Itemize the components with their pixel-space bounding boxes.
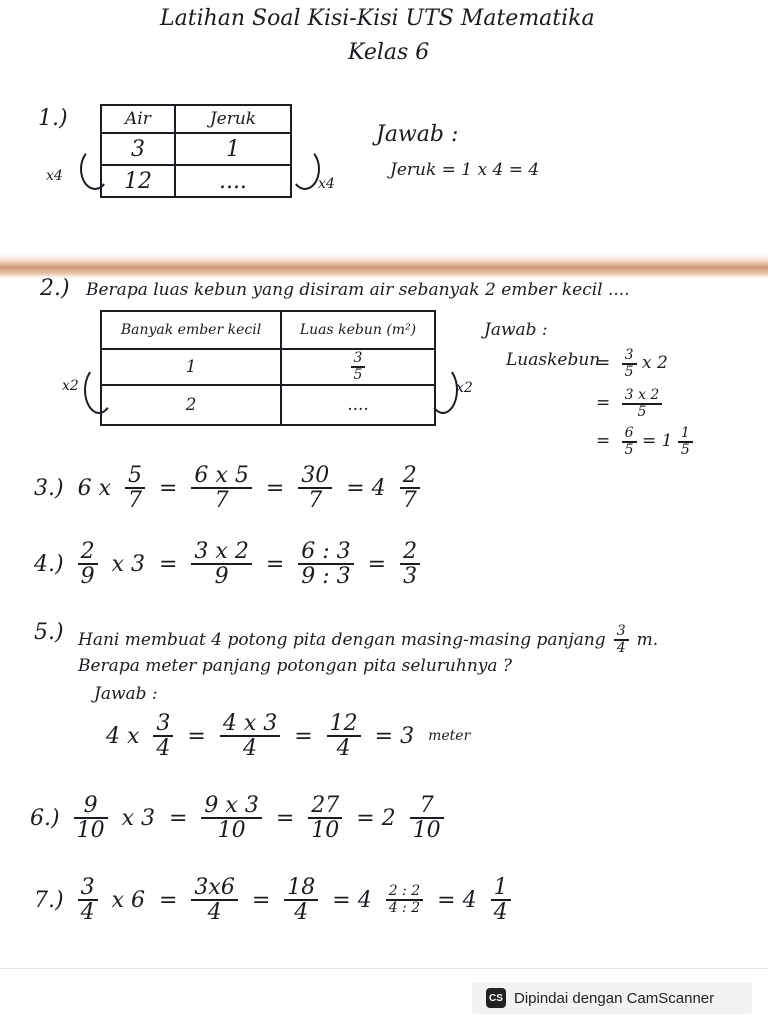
fraction-denominator: 7 (127, 488, 142, 514)
fraction-numerator: 5 (125, 464, 145, 489)
q2-cell: 2 (101, 385, 281, 425)
equals-sign: = (596, 393, 611, 414)
fraction-numerator: 3 (622, 348, 637, 365)
fraction-denominator: 5 (624, 363, 634, 380)
q1-left-arc (80, 148, 110, 190)
q7-whole: = 4 (332, 887, 372, 913)
q7-whole-2: = 4 (437, 887, 477, 913)
fraction-numerator: 6 x 5 (191, 464, 251, 489)
fraction-denominator: 4 (207, 900, 222, 926)
fraction-denominator: 7 (214, 488, 229, 514)
q2-line3 (596, 426, 693, 457)
fraction-numerator: 6 (622, 426, 637, 443)
fraction-denominator: 4 (294, 900, 309, 926)
q3-term: 6 x (77, 475, 111, 501)
q2-line2 (596, 388, 662, 419)
q1-right-arc (290, 148, 320, 190)
fraction-numerator: 3 x 2 (622, 388, 663, 405)
fraction-numerator: 18 (284, 876, 318, 901)
fraction-denominator: 10 (76, 818, 105, 844)
q2-left-mult: x2 (62, 378, 79, 394)
q1-answer-label: Jawab : (376, 122, 459, 147)
fraction-denominator: 4 : 2 (388, 900, 421, 917)
fraction-denominator: 7 (402, 488, 417, 514)
q5-question-line1 (78, 624, 658, 655)
q2-header-ember: Banyak ember kecil (101, 311, 281, 349)
camscanner-text: Dipindai dengan CamScanner (514, 989, 715, 1007)
fraction-numerator: 12 (327, 712, 361, 737)
q5-answer-label: Jawab : (94, 684, 158, 704)
q2-table (100, 310, 436, 426)
q2-right-mult: x2 (456, 380, 473, 396)
fraction-numerator: 3 (351, 351, 366, 368)
q1-cell: 3 (101, 133, 175, 165)
camscanner-badge (472, 982, 752, 1014)
fraction-numerator: 1 (678, 426, 693, 443)
q2-luas-label: Luaskebun (506, 350, 601, 370)
q6-term: x 3 (121, 805, 155, 831)
fraction-denominator: 4 (493, 900, 508, 926)
fraction-numerator: 3 (153, 712, 173, 737)
fraction-denominator: 5 (680, 441, 690, 458)
q2-left-arc (84, 366, 114, 414)
fraction-numerator: 27 (308, 794, 342, 819)
fraction-denominator: 9 (214, 564, 229, 590)
fraction-denominator: 5 (637, 403, 647, 420)
q7-row: 7.) $\frac{3}{4}$ x 6 = $\frac{3x6}{4}$ = $\frac{18}{4}$ = 4 $\frac{2 : 2}{4 : 2}$ = 4 $\frac{1}{4}$ (34, 876, 511, 924)
q2-cell: .... (281, 385, 435, 425)
q2-header-luas: Luas kebun (m²) (281, 311, 435, 349)
q2-eq (596, 348, 668, 379)
fraction-numerator: 4 x 3 (220, 712, 280, 737)
q1-header-jeruk: Jeruk (175, 105, 291, 133)
q1-number: 1.) (38, 106, 68, 131)
q6-number: 6.) (30, 805, 60, 831)
q2-right-arc (428, 366, 458, 414)
q1-header-air: Air (101, 105, 175, 133)
fraction-numerator: 3 (614, 624, 629, 641)
fraction-denominator: 4 (80, 900, 95, 926)
q4-term: x 3 (111, 551, 145, 577)
fraction-denominator: 5 (353, 367, 363, 383)
q7-term: x 6 (111, 887, 145, 913)
q6-whole: = 2 (356, 805, 396, 831)
q7-number: 7.) (34, 887, 64, 913)
q2-cell: 1 (101, 349, 281, 385)
equals-sign: = (596, 353, 611, 374)
fraction-denominator: 9 : 3 (301, 564, 351, 590)
fraction-numerator: 9 (74, 794, 108, 819)
fraction-denominator: 10 (311, 818, 340, 844)
fraction-numerator: 3x6 (191, 876, 237, 901)
fraction-denominator: 4 (243, 736, 258, 762)
q2-number: 2.) (40, 276, 70, 301)
q5-question-line2: Berapa meter panjang potongan pita seluruhnya ? (78, 656, 513, 676)
q6-row: 6.) $\frac{9}{10}$ x 3 = $\frac{9 x 3}{10}$ = $\frac{27}{10}$ = 2 $\frac{7}{10}$ (30, 794, 444, 842)
q1-cell: 1 (175, 133, 291, 165)
q1-right-mult: x4 (318, 176, 335, 192)
q5-term: 4 x (106, 723, 140, 749)
fraction-denominator: 10 (217, 818, 246, 844)
page-title: Latihan Soal Kisi-Kisi UTS Matematika (160, 6, 595, 31)
fraction-numerator: 6 : 3 (298, 540, 353, 565)
fraction-denominator: 3 (403, 564, 418, 590)
q2-answer-label: Jawab : (484, 320, 548, 340)
fraction-numerator: 30 (298, 464, 332, 489)
fraction-denominator: 4 (616, 639, 626, 656)
q3-row: 3.) 6 x $\frac{5}{7}$ = $\frac{6 x 5}{7}$ = $\frac{30}{7}$ = 4 $\frac{2}{7}$ (34, 464, 420, 512)
q2-line1-tail: x 2 (641, 353, 668, 374)
fraction-numerator: 1 (491, 876, 511, 901)
fraction-numerator: 2 (78, 540, 98, 565)
fraction-denominator: 5 (624, 441, 634, 458)
q1-cell: .... (175, 165, 291, 197)
q2-line3-mixed-whole: = 1 (641, 431, 673, 452)
q2-question: Berapa luas kebun yang disiram air sebanyak 2 ember kecil .... (86, 280, 630, 300)
equals-sign: = (596, 431, 611, 452)
q5-result-unit: meter (428, 728, 471, 745)
fraction-denominator: 7 (308, 488, 323, 514)
q5-row: 4 x $\frac{3}{4}$ = $\frac{4 x 3}{4}$ = $\frac{12}{4}$ = 3 meter (106, 711, 471, 762)
fraction-numerator: 2 (400, 464, 420, 489)
fraction-denominator: 9 (80, 564, 95, 590)
fraction-numerator: 9 x 3 (201, 794, 261, 819)
q2-cell-fraction (281, 349, 435, 385)
page-subtitle: Kelas 6 (348, 40, 430, 65)
q5-number: 5.) (34, 620, 64, 645)
fraction-numerator: 2 : 2 (386, 884, 423, 901)
fraction-denominator: 4 (156, 736, 171, 762)
q5-result: = 3 (374, 723, 415, 749)
q5-unit: m. (636, 629, 659, 650)
q4-row: 4.) $\frac{2}{9}$ x 3 = $\frac{3 x 2}{9}$ = $\frac{6 : 3}{9 : 3}$ = $\frac{2}{3}$ (34, 540, 420, 588)
q1-answer: Jeruk = 1 x 4 = 4 (390, 160, 540, 180)
q1-table (100, 104, 292, 198)
fraction-numerator: 2 (400, 540, 420, 565)
camscanner-logo-icon: CS (486, 988, 506, 1008)
q1-left-mult: x4 (46, 168, 63, 184)
q5-question-text: Hani membuat 4 potong pita dengan masing-masing panjang (78, 629, 606, 650)
q3-number: 3.) (34, 475, 64, 501)
fraction-denominator: 4 (336, 736, 351, 762)
q3-whole: = 4 (346, 475, 386, 501)
fraction-numerator: 7 (410, 794, 444, 819)
q4-number: 4.) (34, 551, 64, 577)
fraction-denominator: 10 (412, 818, 441, 844)
q1-cell: 12 (101, 165, 175, 197)
scan-tear-band (0, 254, 768, 278)
footer-divider (0, 968, 768, 969)
fraction-numerator: 3 (78, 876, 98, 901)
fraction-numerator: 3 x 2 (191, 540, 251, 565)
